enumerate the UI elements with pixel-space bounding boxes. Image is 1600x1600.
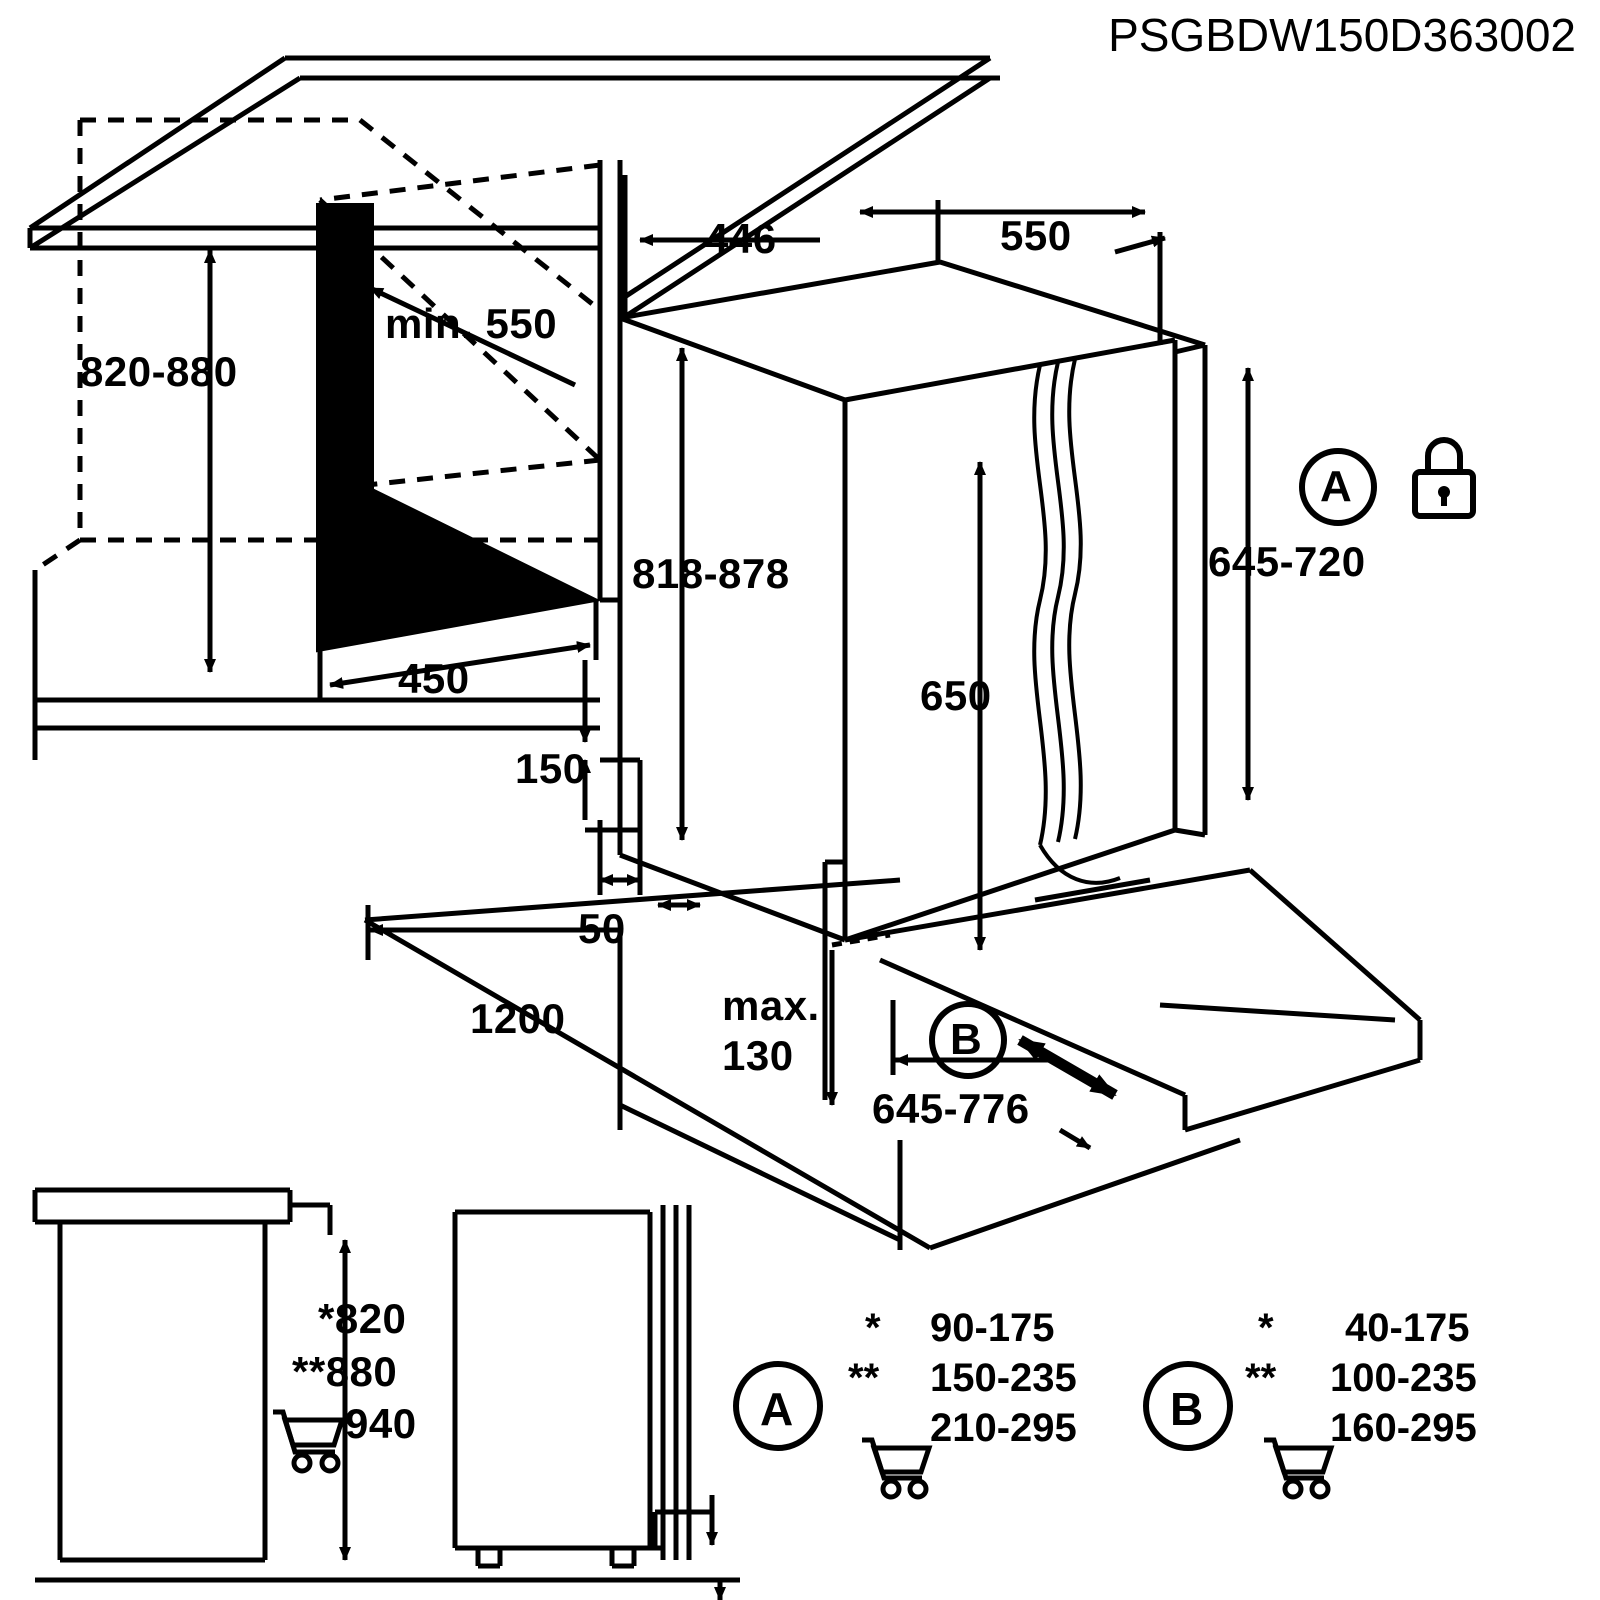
legend-b-label: B (1170, 1383, 1204, 1435)
legend-b-value-2: 100-235 (1330, 1356, 1477, 1400)
dim-hose-offset: 50 (578, 905, 626, 952)
legend-b-mark-1: * (1258, 1306, 1274, 1350)
side-height-2: **880 (292, 1348, 398, 1395)
dim-hose-height: 150 (515, 745, 587, 792)
marker-b-middle: B (950, 1015, 983, 1064)
dim-door-width-range: 645-776 (872, 1085, 1030, 1132)
dim-cabinet-height: 820-880 (80, 348, 238, 395)
dim-niche-depth-min: min. 550 (385, 300, 558, 347)
legend-b-value-1: 40-175 (1345, 1306, 1470, 1350)
dim-cable-length: 1200 (470, 995, 566, 1042)
legend-a-mark-2: ** (848, 1356, 880, 1400)
dim-cabinet-width: 450 (398, 655, 470, 702)
legend-a-value-1: 90-175 (930, 1306, 1055, 1350)
dim-top-offset: 446 (705, 215, 777, 262)
legend-b-value-3: 160-295 (1330, 1406, 1477, 1450)
dim-door-panel-height: 650 (920, 672, 992, 719)
dim-door-height-range: 645-720 (1208, 538, 1366, 585)
marker-a-top: A (1320, 462, 1353, 511)
dim-appliance-height: 818-878 (632, 550, 790, 597)
dim-plinth-max-prefix: max. (722, 982, 820, 1029)
dim-plinth-max-value: 130 (722, 1032, 794, 1079)
side-height-1: *820 (318, 1295, 407, 1342)
drawing-code: PSGBDW150D363002 (1108, 9, 1576, 61)
legend-a-value-2: 150-235 (930, 1356, 1077, 1400)
dim-unit-depth: 550 (1000, 212, 1072, 259)
legend-a-label: A (760, 1383, 794, 1435)
legend-a-value-3: 210-295 (930, 1406, 1077, 1450)
legend-b-mark-2: ** (1245, 1356, 1277, 1400)
side-height-3: 940 (345, 1400, 417, 1447)
legend-a-mark-1: * (865, 1306, 881, 1350)
